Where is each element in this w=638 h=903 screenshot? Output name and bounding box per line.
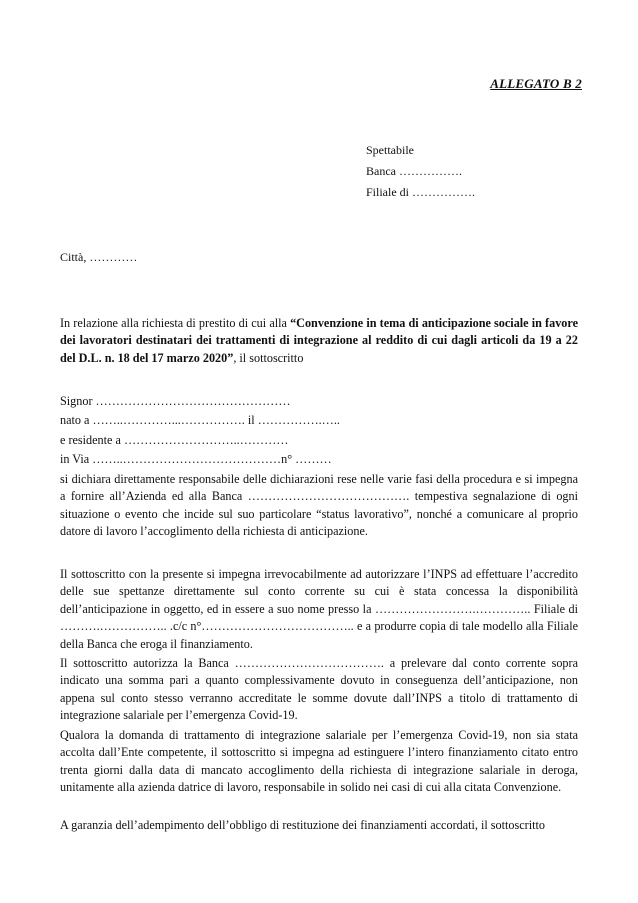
place-date: Città, ………… [60, 250, 138, 264]
addressee-block [366, 140, 475, 203]
addressee-salutation: Spettabile [366, 143, 414, 157]
field-via: in Via ……..…………………………………n° ……… [60, 452, 332, 467]
dichiara-text: si dichiara direttamente responsabile delle dichiarazioni rese nelle varie fasi della procedura e si impegna a fornire all’Azienda ed alla Banca …………………………………. tempestiva segnalazione di ogni situazione o evento che incide sul suo particolare “status lavorativo”, nonché a comunicare al proprio datore di lavoro l’accoglimento della richiesta di anticipazione. [60, 472, 578, 539]
garanzia-text: A garanzia dell’adempimento dell’obbligo di restituzione dei finanziamenti accordati, il sottoscritto [60, 818, 545, 832]
intro-suffix: , il sottoscritto [233, 350, 304, 365]
authorization-inps-paragraph [60, 566, 578, 653]
personal-fields [60, 392, 578, 470]
intro-paragraph [60, 315, 578, 367]
field-nato: nato a ……..…………...……………. il …………….….. [60, 413, 340, 428]
annex-label: ALLEGATO B 2 [490, 76, 582, 91]
qualora-text: Qualora la domanda di trattamento di integrazione salariale per l’emergenza Covid-19, non sia stata accolta dall’Ente competente, il sottoscritto si impegna ad estinguere l’intero finanziamento citato entro trenta giorni dalla data di mancato accoglimento della richiesta di integrazione salariale in deroga, unitamente alla azienda datrice di lavoro, responsabile in solido nei casi di cui alla citata Convenzione. [60, 728, 578, 795]
field-residente: e residente a ………………………..………… [60, 432, 289, 447]
autorizza-text: Il sottoscritto autorizza la Banca ………………………………. a prelevare dal conto corrente sopra indicato una somma pari a quanto complessivamente dovuto in conseguenza dell’anticipazione, non appena sul conto stesso verranno accreditate le somme dovute dall’INPS a titolo di trattamento di integrazione salariale per l’emergenza Covid-19. [60, 656, 578, 723]
convention-title: “Convenzione in tema di anticipazione sociale in favore dei lavoratori destinatari dei trattamenti di integrazione al reddito di cui dagli articoli da 19 a 22 del D.L. n. 18 del 17 marzo 2020” [60, 316, 578, 365]
addressee-branch: Filiale di ……………. [366, 185, 475, 199]
addressee-bank: Banca ……………. [366, 164, 462, 178]
intro-prefix: In relazione alla richiesta di prestito di cui alla [60, 316, 291, 330]
declaration-paragraph [60, 471, 578, 541]
field-signor: Signor ………………………………………… [60, 394, 291, 408]
irrevocabile-text: Il sottoscritto con la presente si impegna irrevocabilmente ad autorizzare l’INPS ad effettuare l’accredito delle sue spettanze direttamente sul conto corrente su cui è stata concessa la disponibilità dell’anticipazione in oggetto, ed in essere a suo nome presso la …………………….………….. Filiale di ……….…………….. .c/c n°……………………………….. e a produrre copia di tale modello alla Filiale della Banca che eroga il finanziamento. [60, 567, 578, 651]
guarantee-paragraph [60, 817, 578, 834]
bank-authorization-paragraph [60, 655, 578, 725]
repayment-paragraph [60, 727, 578, 797]
